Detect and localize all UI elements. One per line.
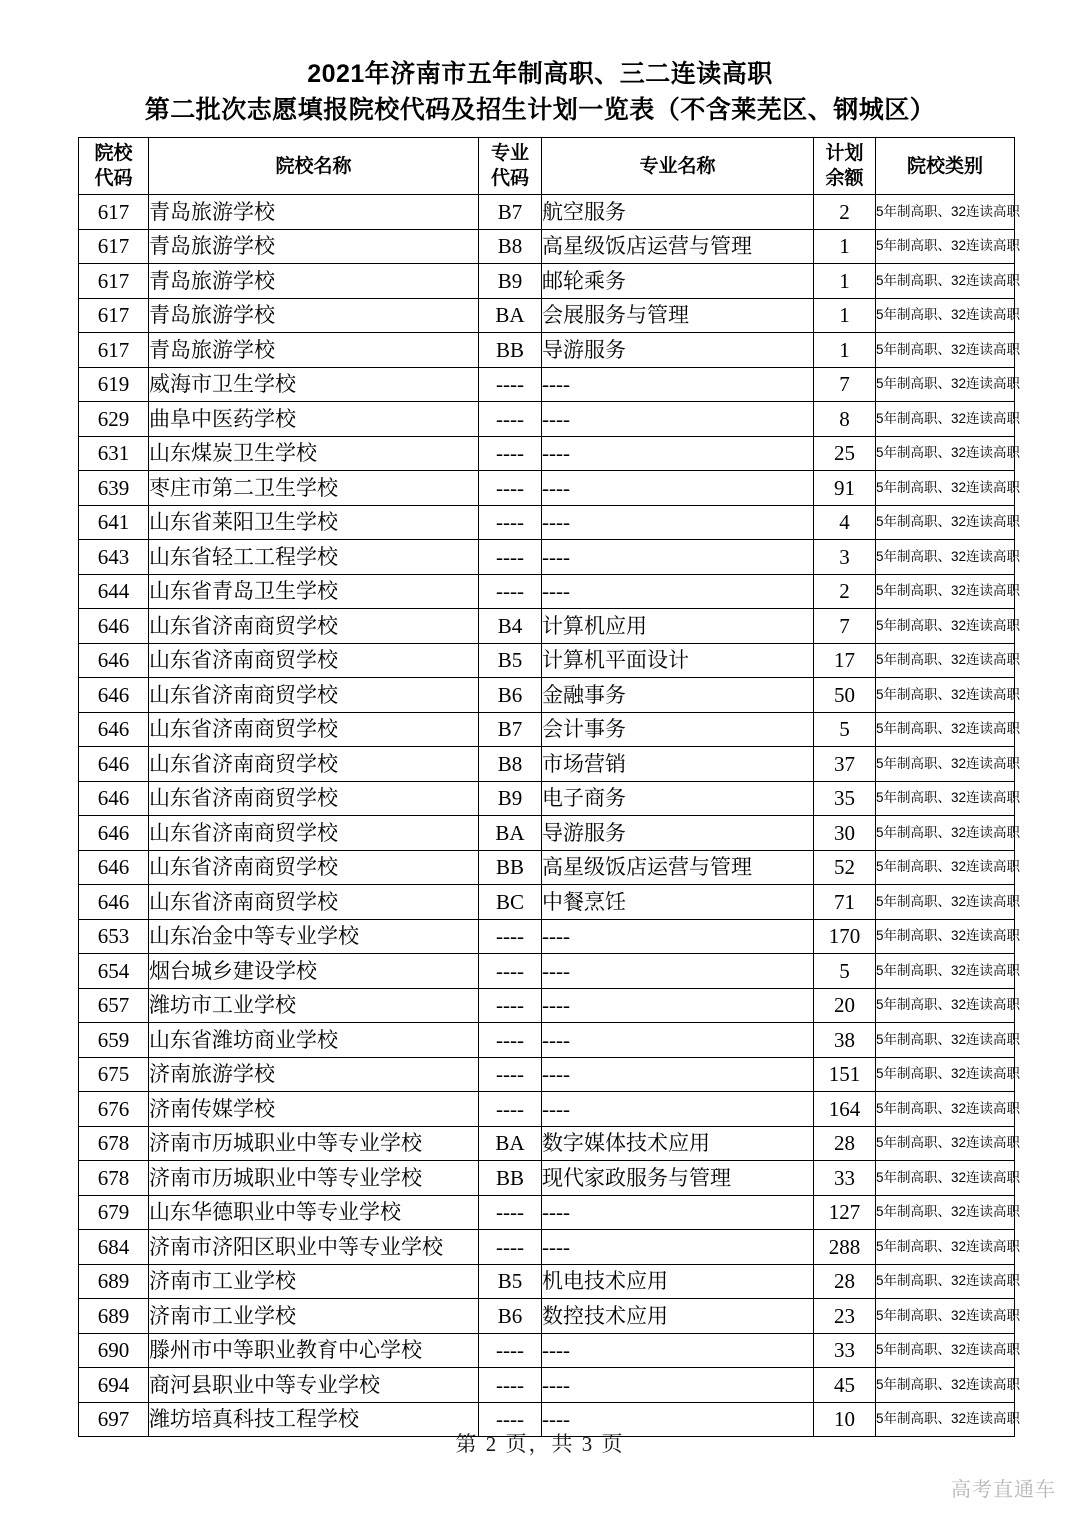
table-row <box>79 1264 1015 1299</box>
cell-major-name: 中餐烹饪 <box>542 885 814 920</box>
cell-school-code: 646 <box>79 643 149 678</box>
cell-major-name: ---- <box>542 988 814 1023</box>
cell-major-name: 导游服务 <box>542 816 814 851</box>
column-header-major-name: 专业名称 <box>542 138 814 195</box>
cell-quota: 38 <box>814 1023 876 1058</box>
table-row <box>79 436 1015 471</box>
cell-quota: 52 <box>814 850 876 885</box>
cell-quota: 1 <box>814 298 876 333</box>
cell-major-name: 计算机应用 <box>542 609 814 644</box>
cell-school-code: 619 <box>79 367 149 402</box>
table-row <box>79 367 1015 402</box>
table-row <box>79 712 1015 747</box>
cell-quota: 1 <box>814 333 876 368</box>
cell-major-code: ---- <box>479 574 542 609</box>
cell-major-name: ---- <box>542 402 814 437</box>
cell-major-name: ---- <box>542 1402 814 1437</box>
column-header-school-name: 院校名称 <box>149 138 479 195</box>
cell-quota: 7 <box>814 367 876 402</box>
cell-major-code: ---- <box>479 1092 542 1127</box>
cell-quota: 1 <box>814 229 876 264</box>
cell-school-type: 5年制高职、32连读高职 <box>876 850 1015 885</box>
cell-quota: 23 <box>814 1299 876 1334</box>
cell-school-code: 646 <box>79 712 149 747</box>
cell-quota: 151 <box>814 1057 876 1092</box>
cell-major-name: 金融事务 <box>542 678 814 713</box>
cell-major-code: B4 <box>479 609 542 644</box>
cell-school-code: 689 <box>79 1299 149 1334</box>
cell-major-name: ---- <box>542 1092 814 1127</box>
cell-quota: 30 <box>814 816 876 851</box>
table-row <box>79 1299 1015 1334</box>
cell-school-type: 5年制高职、32连读高职 <box>876 402 1015 437</box>
cell-school-code: 631 <box>79 436 149 471</box>
cell-school-type: 5年制高职、32连读高职 <box>876 643 1015 678</box>
cell-quota: 17 <box>814 643 876 678</box>
cell-school-name: 青岛旅游学校 <box>149 195 479 230</box>
cell-major-name: ---- <box>542 436 814 471</box>
cell-school-type: 5年制高职、32连读高职 <box>876 1161 1015 1196</box>
cell-major-code: ---- <box>479 988 542 1023</box>
table-row <box>79 1057 1015 1092</box>
cell-school-code: 617 <box>79 229 149 264</box>
cell-school-type: 5年制高职、32连读高职 <box>876 1264 1015 1299</box>
cell-school-name: 青岛旅游学校 <box>149 264 479 299</box>
cell-school-type: 5年制高职、32连读高职 <box>876 1333 1015 1368</box>
cell-major-name: ---- <box>542 1333 814 1368</box>
table-row <box>79 1368 1015 1403</box>
cell-quota: 91 <box>814 471 876 506</box>
cell-school-type: 5年制高职、32连读高职 <box>876 471 1015 506</box>
cell-school-name: 山东省济南商贸学校 <box>149 609 479 644</box>
cell-quota: 71 <box>814 885 876 920</box>
column-header-school-type: 院校类别 <box>876 138 1015 195</box>
cell-school-name: 青岛旅游学校 <box>149 298 479 333</box>
cell-major-code: ---- <box>479 1195 542 1230</box>
cell-school-code: 617 <box>79 333 149 368</box>
column-header-quota-line-1: 计划 <box>825 143 864 164</box>
cell-quota: 127 <box>814 1195 876 1230</box>
column-header-quota <box>814 138 876 195</box>
cell-quota: 170 <box>814 919 876 954</box>
cell-quota: 4 <box>814 505 876 540</box>
cell-quota: 288 <box>814 1230 876 1265</box>
cell-major-code: ---- <box>479 1333 542 1368</box>
table-row <box>79 643 1015 678</box>
cell-quota: 3 <box>814 540 876 575</box>
cell-school-type: 5年制高职、32连读高职 <box>876 298 1015 333</box>
cell-school-name: 济南市历城职业中等专业学校 <box>149 1161 479 1196</box>
column-header-quota-line-2: 余额 <box>825 168 864 189</box>
table-row <box>79 402 1015 437</box>
table-row <box>79 505 1015 540</box>
cell-major-name: 高星级饭店运营与管理 <box>542 850 814 885</box>
cell-quota: 5 <box>814 954 876 989</box>
cell-school-name: 山东冶金中等专业学校 <box>149 919 479 954</box>
cell-school-name: 山东华德职业中等专业学校 <box>149 1195 479 1230</box>
table-row <box>79 609 1015 644</box>
cell-major-name: ---- <box>542 1057 814 1092</box>
cell-school-code: 675 <box>79 1057 149 1092</box>
cell-major-name: ---- <box>542 505 814 540</box>
cell-school-type: 5年制高职、32连读高职 <box>876 781 1015 816</box>
cell-school-code: 694 <box>79 1368 149 1403</box>
admission-plan-table <box>78 137 1021 1437</box>
cell-school-name: 曲阜中医药学校 <box>149 402 479 437</box>
cell-major-code: ---- <box>479 540 542 575</box>
cell-school-name: 山东省潍坊商业学校 <box>149 1023 479 1058</box>
cell-school-code: 617 <box>79 264 149 299</box>
cell-school-type: 5年制高职、32连读高职 <box>876 1230 1015 1265</box>
cell-school-name: 山东煤炭卫生学校 <box>149 436 479 471</box>
cell-quota: 5 <box>814 712 876 747</box>
cell-major-code: ---- <box>479 436 542 471</box>
page-title-line-1: 2021年济南市五年制高职、三二连读高职 <box>307 60 773 88</box>
cell-major-name: 邮轮乘务 <box>542 264 814 299</box>
cell-school-code: 617 <box>79 298 149 333</box>
cell-school-code: 678 <box>79 1161 149 1196</box>
cell-quota: 2 <box>814 574 876 609</box>
cell-major-name: 数字媒体技术应用 <box>542 1126 814 1161</box>
cell-school-type: 5年制高职、32连读高职 <box>876 609 1015 644</box>
cell-school-name: 青岛旅游学校 <box>149 229 479 264</box>
cell-quota: 2 <box>814 195 876 230</box>
table-row <box>79 919 1015 954</box>
cell-school-code: 646 <box>79 747 149 782</box>
cell-school-name: 山东省轻工工程学校 <box>149 540 479 575</box>
cell-school-type: 5年制高职、32连读高职 <box>876 367 1015 402</box>
column-header-school-code-line-2: 代码 <box>94 168 133 189</box>
cell-school-type: 5年制高职、32连读高职 <box>876 1092 1015 1127</box>
cell-school-type: 5年制高职、32连读高职 <box>876 1402 1015 1437</box>
cell-school-code: 639 <box>79 471 149 506</box>
cell-school-name: 山东省济南商贸学校 <box>149 643 479 678</box>
cell-major-name: 计算机平面设计 <box>542 643 814 678</box>
cell-major-code: B7 <box>479 712 542 747</box>
cell-major-code: BB <box>479 1161 542 1196</box>
cell-major-name: 数控技术应用 <box>542 1299 814 1334</box>
cell-school-code: 689 <box>79 1264 149 1299</box>
cell-school-name: 山东省济南商贸学校 <box>149 678 479 713</box>
cell-major-name: 现代家政服务与管理 <box>542 1161 814 1196</box>
cell-school-code: 646 <box>79 885 149 920</box>
cell-major-name: 会计事务 <box>542 712 814 747</box>
cell-quota: 33 <box>814 1161 876 1196</box>
cell-school-name: 滕州市中等职业教育中心学校 <box>149 1333 479 1368</box>
cell-quota: 37 <box>814 747 876 782</box>
cell-school-name: 山东省济南商贸学校 <box>149 885 479 920</box>
table-row <box>79 298 1015 333</box>
table-row <box>79 1092 1015 1127</box>
cell-major-code: BA <box>479 1126 542 1161</box>
cell-school-type: 5年制高职、32连读高职 <box>876 540 1015 575</box>
cell-school-name: 济南市济阳区职业中等专业学校 <box>149 1230 479 1265</box>
cell-school-code: 678 <box>79 1126 149 1161</box>
table-row <box>79 954 1015 989</box>
cell-school-type: 5年制高职、32连读高职 <box>876 919 1015 954</box>
table-row <box>79 1023 1015 1058</box>
cell-quota: 1 <box>814 264 876 299</box>
cell-major-name: 航空服务 <box>542 195 814 230</box>
cell-school-type: 5年制高职、32连读高职 <box>876 436 1015 471</box>
cell-major-name: ---- <box>542 540 814 575</box>
table-row <box>79 540 1015 575</box>
table-row <box>79 1161 1015 1196</box>
cell-quota: 7 <box>814 609 876 644</box>
cell-school-type: 5年制高职、32连读高职 <box>876 988 1015 1023</box>
cell-major-name: 高星级饭店运营与管理 <box>542 229 814 264</box>
watermark: 高考直通车 <box>951 1479 1056 1501</box>
cell-school-name: 山东省青岛卫生学校 <box>149 574 479 609</box>
cell-major-name: ---- <box>542 471 814 506</box>
cell-major-name: ---- <box>542 919 814 954</box>
table-row <box>79 747 1015 782</box>
column-header-major-code <box>479 138 542 195</box>
cell-quota: 35 <box>814 781 876 816</box>
cell-major-code: BA <box>479 816 542 851</box>
cell-school-code: 629 <box>79 402 149 437</box>
cell-major-name: ---- <box>542 1195 814 1230</box>
cell-school-name: 山东省济南商贸学校 <box>149 712 479 747</box>
admission-plan-table-wrapper <box>78 137 1021 1437</box>
cell-school-code: 679 <box>79 1195 149 1230</box>
cell-school-name: 潍坊培真科技工程学校 <box>149 1402 479 1437</box>
cell-school-name: 山东省济南商贸学校 <box>149 747 479 782</box>
cell-school-name: 烟台城乡建设学校 <box>149 954 479 989</box>
cell-major-code: B7 <box>479 195 542 230</box>
cell-major-code: ---- <box>479 505 542 540</box>
cell-school-name: 枣庄市第二卫生学校 <box>149 471 479 506</box>
cell-school-type: 5年制高职、32连读高职 <box>876 229 1015 264</box>
cell-school-type: 5年制高职、32连读高职 <box>876 505 1015 540</box>
cell-major-code: B9 <box>479 264 542 299</box>
cell-school-name: 山东省莱阳卫生学校 <box>149 505 479 540</box>
cell-school-code: 643 <box>79 540 149 575</box>
table-row <box>79 1126 1015 1161</box>
cell-school-name: 山东省济南商贸学校 <box>149 850 479 885</box>
cell-major-name: ---- <box>542 954 814 989</box>
cell-major-code: ---- <box>479 1057 542 1092</box>
cell-major-name: ---- <box>542 1023 814 1058</box>
cell-major-name: ---- <box>542 1230 814 1265</box>
cell-major-code: B8 <box>479 747 542 782</box>
cell-major-name: 导游服务 <box>542 333 814 368</box>
cell-major-code: ---- <box>479 954 542 989</box>
column-header-major-code-line-2: 代码 <box>490 168 529 189</box>
table-header <box>79 138 1015 195</box>
cell-school-type: 5年制高职、32连读高职 <box>876 1057 1015 1092</box>
table-row <box>79 264 1015 299</box>
document-title-block <box>0 0 1080 128</box>
cell-school-code: 684 <box>79 1230 149 1265</box>
cell-quota: 45 <box>814 1368 876 1403</box>
cell-school-code: 690 <box>79 1333 149 1368</box>
cell-major-code: B6 <box>479 1299 542 1334</box>
table-row <box>79 574 1015 609</box>
table-row <box>79 816 1015 851</box>
cell-school-name: 济南市历城职业中等专业学校 <box>149 1126 479 1161</box>
page-footer: 第 2 页，共 3 页 <box>455 1432 625 1456</box>
page-title-line-2: 第二批次志愿填报院校代码及招生计划一览表（不含莱芜区、钢城区） <box>144 96 936 124</box>
cell-school-code: 653 <box>79 919 149 954</box>
table-row <box>79 678 1015 713</box>
cell-quota: 33 <box>814 1333 876 1368</box>
cell-school-type: 5年制高职、32连读高职 <box>876 195 1015 230</box>
cell-major-name: 市场营销 <box>542 747 814 782</box>
cell-school-code: 646 <box>79 850 149 885</box>
cell-school-name: 济南传媒学校 <box>149 1092 479 1127</box>
cell-major-code: BB <box>479 333 542 368</box>
cell-school-code: 659 <box>79 1023 149 1058</box>
cell-school-name: 潍坊市工业学校 <box>149 988 479 1023</box>
cell-school-name: 威海市卫生学校 <box>149 367 479 402</box>
cell-school-name: 山东省济南商贸学校 <box>149 781 479 816</box>
cell-school-type: 5年制高职、32连读高职 <box>876 816 1015 851</box>
cell-school-name: 济南市工业学校 <box>149 1299 479 1334</box>
cell-quota: 50 <box>814 678 876 713</box>
cell-major-code: B5 <box>479 1264 542 1299</box>
cell-major-code: B5 <box>479 643 542 678</box>
cell-school-type: 5年制高职、32连读高职 <box>876 1299 1015 1334</box>
cell-major-code: BB <box>479 850 542 885</box>
table-row <box>79 229 1015 264</box>
column-header-school-code <box>79 138 149 195</box>
cell-major-code: B9 <box>479 781 542 816</box>
cell-school-code: 617 <box>79 195 149 230</box>
cell-quota: 20 <box>814 988 876 1023</box>
cell-major-code: BA <box>479 298 542 333</box>
cell-major-code: B6 <box>479 678 542 713</box>
cell-major-code: B8 <box>479 229 542 264</box>
cell-quota: 8 <box>814 402 876 437</box>
cell-school-code: 641 <box>79 505 149 540</box>
cell-school-code: 646 <box>79 609 149 644</box>
cell-major-code: ---- <box>479 1368 542 1403</box>
column-header-major-code-line-1: 专业 <box>490 143 529 164</box>
table-row <box>79 333 1015 368</box>
cell-major-code: BC <box>479 885 542 920</box>
cell-school-type: 5年制高职、32连读高职 <box>876 747 1015 782</box>
table-row <box>79 1333 1015 1368</box>
cell-quota: 25 <box>814 436 876 471</box>
cell-major-code: ---- <box>479 471 542 506</box>
cell-school-type: 5年制高职、32连读高职 <box>876 1126 1015 1161</box>
cell-school-code: 646 <box>79 816 149 851</box>
cell-school-type: 5年制高职、32连读高职 <box>876 678 1015 713</box>
table-row <box>79 850 1015 885</box>
cell-quota: 164 <box>814 1092 876 1127</box>
table-row <box>79 885 1015 920</box>
cell-school-type: 5年制高职、32连读高职 <box>876 333 1015 368</box>
cell-major-code: ---- <box>479 367 542 402</box>
cell-major-name: 电子商务 <box>542 781 814 816</box>
cell-quota: 28 <box>814 1264 876 1299</box>
cell-school-name: 青岛旅游学校 <box>149 333 479 368</box>
table-body <box>79 195 1021 1437</box>
cell-quota: 28 <box>814 1126 876 1161</box>
cell-major-code: ---- <box>479 1402 542 1437</box>
cell-major-code: ---- <box>479 1230 542 1265</box>
column-header-school-code-line-1: 院校 <box>94 143 133 164</box>
cell-school-code: 644 <box>79 574 149 609</box>
cell-school-name: 商河县职业中等专业学校 <box>149 1368 479 1403</box>
cell-quota: 10 <box>814 1402 876 1437</box>
cell-school-name: 济南旅游学校 <box>149 1057 479 1092</box>
cell-school-type: 5年制高职、32连读高职 <box>876 712 1015 747</box>
cell-school-code: 646 <box>79 678 149 713</box>
table-row <box>79 471 1015 506</box>
table-row <box>79 1195 1015 1230</box>
table-row <box>79 195 1015 230</box>
table-row <box>79 988 1015 1023</box>
cell-school-type: 5年制高职、32连读高职 <box>876 264 1015 299</box>
cell-school-code: 657 <box>79 988 149 1023</box>
cell-school-type: 5年制高职、32连读高职 <box>876 1195 1015 1230</box>
table-row <box>79 781 1015 816</box>
cell-school-code: 676 <box>79 1092 149 1127</box>
cell-major-code: ---- <box>479 919 542 954</box>
cell-major-name: 机电技术应用 <box>542 1264 814 1299</box>
cell-school-type: 5年制高职、32连读高职 <box>876 574 1015 609</box>
cell-major-name: ---- <box>542 574 814 609</box>
cell-major-name: 会展服务与管理 <box>542 298 814 333</box>
cell-school-type: 5年制高职、32连读高职 <box>876 1023 1015 1058</box>
cell-school-name: 山东省济南商贸学校 <box>149 816 479 851</box>
cell-school-type: 5年制高职、32连读高职 <box>876 954 1015 989</box>
cell-school-code: 646 <box>79 781 149 816</box>
cell-major-name: ---- <box>542 367 814 402</box>
cell-school-type: 5年制高职、32连读高职 <box>876 885 1015 920</box>
cell-school-name: 济南市工业学校 <box>149 1264 479 1299</box>
table-row <box>79 1230 1015 1265</box>
table-header-row <box>79 138 1015 195</box>
cell-school-type: 5年制高职、32连读高职 <box>876 1368 1015 1403</box>
cell-school-code: 697 <box>79 1402 149 1437</box>
cell-major-code: ---- <box>479 1023 542 1058</box>
cell-major-code: ---- <box>479 402 542 437</box>
cell-school-code: 654 <box>79 954 149 989</box>
cell-major-name: ---- <box>542 1368 814 1403</box>
